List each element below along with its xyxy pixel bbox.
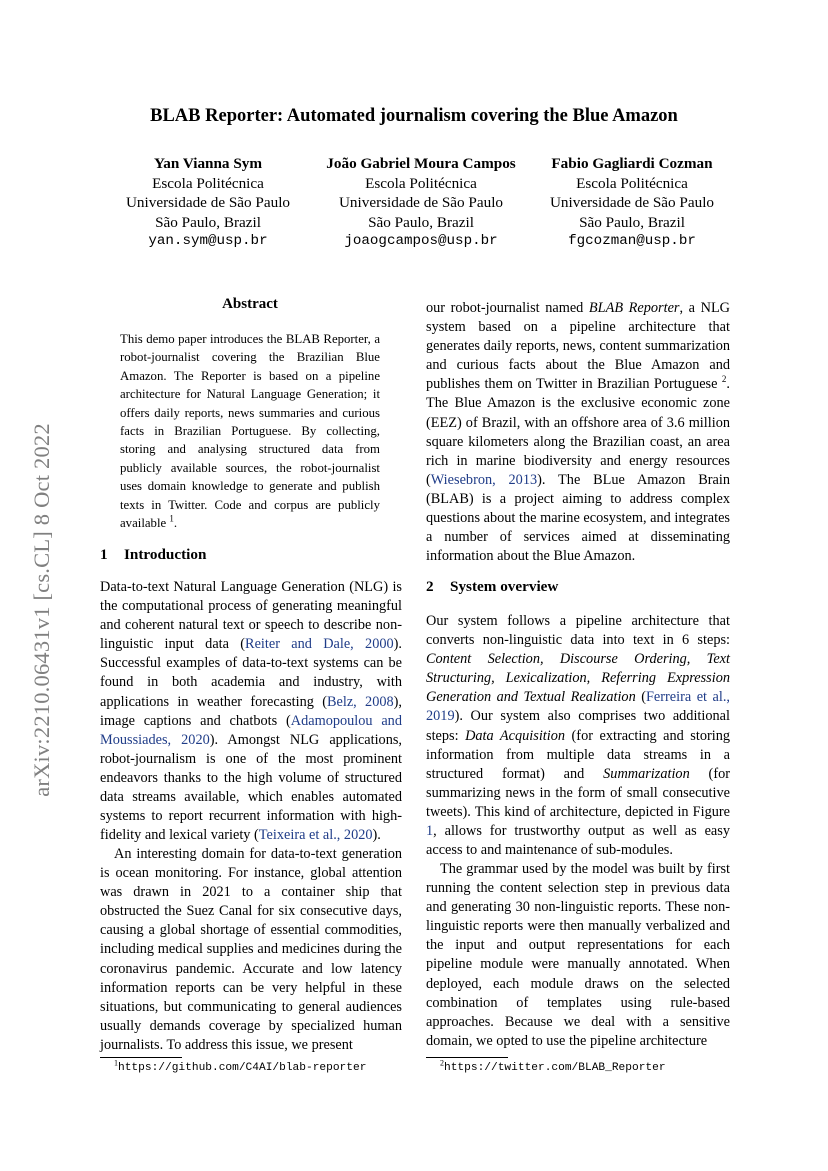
author-school: Escola Politécnica [365, 174, 477, 192]
author-city: São Paulo, Brazil [155, 213, 261, 231]
paragraph-text: ). Amongst NLG applications, robot-journalism is one of the most prominent endeavors thanks to the high volume of structured data streams available, which enables automated systems to report recurrent information with high-fidelity and lexical variety ( [100, 731, 402, 844]
author-block [306, 154, 536, 252]
paragraph-text: ). [372, 827, 381, 844]
citation-link[interactable]: 1 [426, 823, 434, 840]
author-city: São Paulo, Brazil [579, 213, 685, 231]
overview-paragraph-1 [426, 612, 730, 860]
paragraph-text: . The Blue Amazon is the exclusive economic zone (EEZ) of Brazil, with an offshore area of 3.6 million square kilometers along the Brazilian coast, an area rich in marine biodiversity and energy resources ( [426, 376, 730, 488]
citation-link[interactable]: Adamopoulou and Moussiades, 2020 [100, 712, 402, 748]
paragraph-text: , a NLG system based on a pipeline architecture that generates daily reports, news, content summarization and curious facts about the Blue Amazon and publishes them on Twitter in Brazilian Portuguese [426, 300, 731, 393]
footnote-link[interactable]: https://github.com/C4AI/blab-reporter [118, 1062, 367, 1074]
paragraph-text: ). Our system also comprises two additional steps: [426, 708, 730, 744]
overview-paragraph-2: The grammar used by the model was built by first running the content selection step in previous data and generating 30 non-linguistic reports. These non-linguistic reports were then manually verbalized and the input and output representations for each pipeline module were manually annotated. When deployed, each module draws on the selected combination of templates using rule-based approaches. Because we deal with a sensitive domain, we opted to use the pipeline architecture [426, 861, 730, 1049]
paragraph-text: (for summarizing news in the form of small consecutive tweets). This kind of architecture, depicted in Figure [426, 765, 730, 820]
paragraph-text: ( [635, 689, 646, 706]
section-number: 2 [426, 578, 434, 595]
author-name: Fabio Gagliardi Cozman [551, 155, 713, 172]
section-title: System overview [450, 578, 559, 595]
paragraph-text: ), image captions and chatbots ( [100, 693, 402, 729]
section-number: 1 [100, 546, 108, 563]
abstract-heading: Abstract [222, 296, 278, 312]
author-university: Universidade de São Paulo [338, 194, 504, 211]
arxiv-identifier: arXiv:2210.06431v1 [cs.CL] 8 Oct 2022 [29, 423, 55, 797]
paragraph-text: (for extracting and storing information from multiple data streams in a structured format) and [426, 727, 730, 782]
emphasis-text: Data Acquisition [465, 727, 566, 744]
footnote-mark: 2 [440, 1058, 444, 1068]
section-title: Introduction [124, 546, 207, 563]
author-email[interactable]: yan.sym@usp.br [148, 233, 268, 249]
footnote-link[interactable]: https://twitter.com/BLAB_Reporter [444, 1062, 666, 1074]
footnote-rule [426, 1057, 508, 1058]
emphasis-text: BLAB Reporter [588, 300, 680, 316]
author-email[interactable]: fgcozman@usp.br [568, 233, 696, 249]
emphasis-text: Content Selection, Discourse Ordering, Text Structuring, Lexicalization, Referring Expression Generation and Textual Realization [426, 651, 730, 706]
citation-link[interactable]: Belz, 2008 [326, 693, 394, 710]
citation-link[interactable]: Reiter and Dale, 2000 [245, 636, 394, 653]
section-heading-introduction [100, 546, 206, 564]
author-school: Escola Politécnica [152, 174, 264, 192]
citation-link[interactable]: Ferreira et al., 2019 [426, 689, 730, 725]
author-school: Escola Politécnica [576, 174, 688, 192]
citation-link[interactable]: Teixeira et al., 2020 [258, 827, 373, 844]
footnote-2 [440, 1058, 666, 1074]
emphasis-text: Summarization [603, 765, 690, 782]
author-city: São Paulo, Brazil [368, 213, 474, 231]
footnote-mark[interactable]: 2 [721, 374, 727, 385]
paragraph-text: Data-to-text Natural Language Generation (NLG) is the computational process of generating meaningful and coherent natural text or speech to describe non-linguistic input data ( [100, 579, 402, 653]
intro-paragraph-2: An interesting domain for data-to-text generation is ocean monitoring. For instance, global attention was drawn in 2021 to a container ship that obstructed the Suez Canal for six consecutive days, causing a global shortage of essential commodities, including medical supplies and medicines during the coronavirus pandemic. Accurate and low latency information reports can be very helpful in these situations, but communicating to general audiences usually demands coverage by specialized human journalists. To address this issue, we present [100, 846, 402, 1053]
paragraph-text: our robot-journalist named [426, 300, 589, 316]
abstract-body: This demo paper introduces the BLAB Reporter, a robot-journalist covering the Brazilian Blue Amazon. The Reporter is based on a pipeline architecture for Natural Language Generation; it offers daily reports, news summaries and curious facts in Brazilian Portuguese. By collecting, storing and analysing structured data from publicly available sources, the robot-journalist uses domain knowledge to generate and publish texts in Twitter. Code and corpus are publicly available [120, 332, 380, 531]
author-name: Yan Vianna Sym [153, 155, 263, 172]
section-heading-system-overview [426, 578, 558, 596]
intro-paragraph-1 [100, 578, 402, 845]
intro-paragraph-continued [426, 299, 730, 566]
footnote-1 [114, 1058, 367, 1074]
author-block [524, 154, 740, 252]
footnote-mark[interactable]: 1 [169, 513, 174, 524]
abstract-text: This demo paper introduces the BLAB Reporter, a robot-journalist covering the Brazilian Blue Amazon. The Reporter is based on a pipeline architecture for Natural Language Generation; it offers daily reports, news summaries and curious facts in Brazilian Portuguese. By collecting, storing and analysing structured data from publicly available sources, the robot-journalist uses domain knowledge to generate and publish texts in Twitter. Code and corpus are publicly available $^1$. [120, 332, 380, 531]
paragraph-text: Our system follows a pipeline architecture that converts non-linguistic data into text in 6 steps: [426, 613, 730, 649]
author-university: Universidade de São Paulo [125, 194, 291, 211]
author-block [112, 154, 304, 252]
citation-link[interactable]: Wiesebron, 2013 [430, 471, 538, 488]
paper-title: BLAB Reporter: Automated journalism covering the Blue Amazon [150, 106, 678, 126]
footnote-mark: 1 [114, 1058, 118, 1068]
paragraph-text: ). The BLue Amazon Brain (BLAB) is a project aiming to address complex questions about the marine ecosystem, and integrates a number of services aimed at disseminating information about the Blue Amazon. [426, 471, 730, 565]
footnote-rule [100, 1057, 182, 1058]
paragraph-text: , allows for trustworthy output as well as easy access to and maintenance of sub-modules. [426, 823, 730, 859]
author-email[interactable]: joaogcampos@usp.br [344, 233, 498, 249]
paragraph-text: ). Successful examples of data-to-text systems can be found in both academia and industry, with applications in weather forecasting ( [100, 636, 402, 710]
author-university: Universidade de São Paulo [549, 194, 715, 211]
author-name: João Gabriel Moura Campos [326, 155, 516, 172]
